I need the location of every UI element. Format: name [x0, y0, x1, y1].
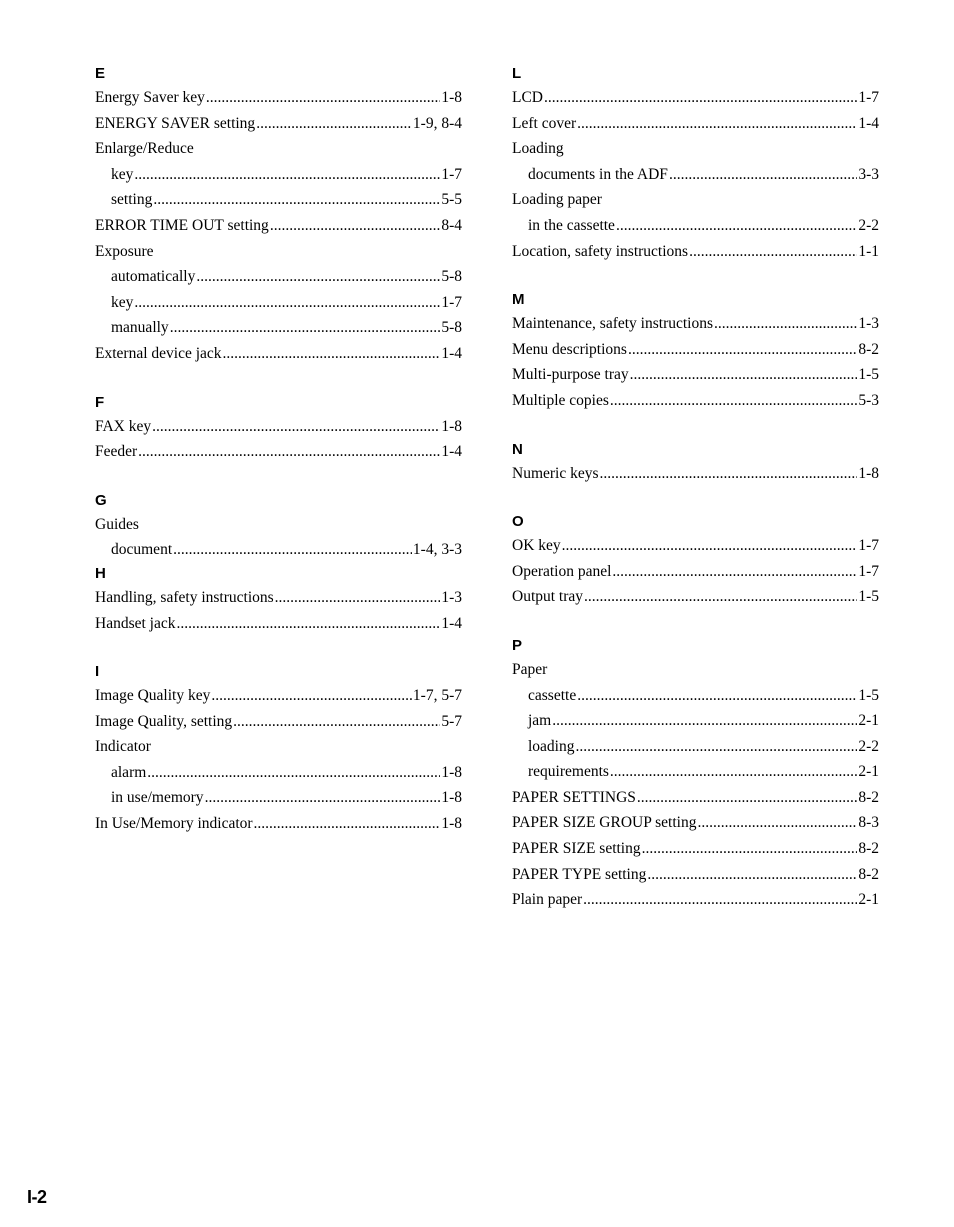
index-term: documents in the ADF: [528, 165, 668, 183]
section-letter: M: [512, 291, 525, 309]
index-section-n: [512, 439, 879, 487]
index-entry: [512, 887, 879, 913]
index-term: requirements: [528, 763, 609, 781]
index-page-ref: 1-1: [858, 242, 879, 260]
index-term: PAPER SIZE GROUP setting: [512, 814, 697, 832]
index-page-ref: 1-7: [858, 562, 879, 580]
index-section-l: [512, 63, 879, 264]
index-term: in use/memory: [111, 789, 204, 807]
index-page-ref: 2-2: [858, 216, 879, 234]
index-term: Energy Saver key: [95, 89, 205, 106]
index-entry: [512, 584, 879, 610]
section-letter: H: [95, 564, 106, 582]
index-subentry: [95, 315, 462, 341]
index-page-ref: 2-1: [858, 891, 879, 909]
index-term: OK key: [512, 537, 561, 555]
index-page-ref: 1-4: [441, 443, 462, 461]
index-term: manually: [111, 319, 169, 337]
section-letter: O: [512, 513, 524, 531]
index-section-e: [95, 63, 462, 367]
index-entry: [95, 414, 462, 440]
index-term: alarm: [111, 763, 147, 781]
section-letter: P: [512, 636, 523, 654]
index-page-ref: 1-8: [858, 464, 879, 482]
index-entry: [95, 341, 462, 367]
index-page-ref: 1-4: [441, 614, 462, 632]
index-entry: [512, 533, 879, 559]
index-entry: [512, 239, 879, 265]
index-term: Handset jack: [95, 614, 176, 632]
index-page-ref: 1-7: [858, 537, 879, 555]
index-subentry: [95, 264, 462, 290]
index-page-ref: 5-8: [441, 319, 462, 337]
section-letter: N: [512, 440, 523, 458]
index-term: Loading paper: [512, 191, 602, 209]
index-entry: [95, 811, 462, 837]
index-page-ref: 5-7: [441, 712, 462, 730]
index-page-ref: 1-3: [858, 315, 879, 333]
index-entry: [512, 388, 879, 414]
index-page-ref: 2-1: [858, 712, 879, 730]
index-term: Operation panel: [512, 562, 612, 580]
index-entry: [95, 585, 462, 611]
index-page-ref: 1-8: [441, 815, 462, 833]
index-subentry: [512, 734, 879, 760]
index-term: Output tray: [512, 588, 584, 606]
index-page-ref: 1-5: [858, 686, 879, 704]
index-term: Multi-purpose tray: [512, 366, 629, 384]
index-term: Loading: [512, 140, 564, 158]
index-entry: [512, 559, 879, 585]
index-page-ref: 3-3: [858, 165, 879, 183]
index-page-ref: 8-2: [858, 340, 879, 358]
index-term: Paper: [512, 660, 548, 678]
index-term: cassette: [528, 686, 577, 704]
index-entry: [512, 836, 879, 862]
section-letter: I: [95, 663, 100, 681]
index-term: Plain paper: [512, 891, 583, 909]
index-subentry: [512, 708, 879, 734]
index-subentry: [95, 290, 462, 316]
index-page-ref: 8-4: [441, 216, 462, 234]
index-subentry: [512, 162, 879, 188]
index-page-ref: 8-2: [858, 840, 879, 858]
index-subentry: [512, 683, 879, 709]
index-term: setting: [111, 191, 153, 209]
index-page-ref: 1-7: [441, 293, 462, 311]
index-term: Location, safety instructions: [512, 242, 689, 260]
index-entry: [95, 709, 462, 735]
index-term: ENERGY SAVER setting: [95, 114, 256, 132]
index-term: Indicator: [95, 738, 151, 756]
index-term: ERROR TIME OUT setting: [95, 216, 269, 234]
section-letter: F: [95, 393, 105, 411]
index-column-right: [512, 63, 879, 938]
index-subentry: [95, 187, 462, 213]
index-page-ref: 5-5: [441, 191, 462, 209]
index-page-ref: 5-8: [441, 268, 462, 286]
index-page-ref: 1-5: [858, 588, 879, 606]
index-term: PAPER SETTINGS: [512, 788, 636, 806]
index-entry: [512, 85, 879, 111]
index-entry: [95, 611, 462, 637]
index-page-ref: 1-5: [858, 366, 879, 384]
page-number: I-2: [27, 1187, 47, 1207]
index-subentry: [512, 759, 879, 785]
index-term: in the cassette: [528, 216, 615, 234]
index-heading-entry: [95, 239, 462, 265]
index-term: key: [111, 165, 134, 183]
index-entry: [512, 810, 879, 836]
index-page-ref: 1-7: [441, 165, 462, 183]
index-page-ref: 1-8: [441, 763, 462, 781]
index-heading-entry: [512, 136, 879, 162]
index-page-ref: 8-3: [858, 814, 879, 832]
index-entry: [95, 439, 462, 465]
index-entry: [512, 461, 879, 487]
index-term: PAPER TYPE setting: [512, 865, 647, 883]
section-letter: L: [512, 65, 522, 82]
index-section-f: [95, 392, 462, 465]
index-term: In Use/Memory indicator: [95, 815, 253, 833]
index-entry: [512, 785, 879, 811]
index-heading-entry: [95, 136, 462, 162]
index-section-i: [95, 661, 462, 837]
index-term: Handling, safety instructions: [95, 588, 274, 606]
index-entry: [95, 213, 462, 239]
index-subentry: [95, 162, 462, 188]
index-term: Image Quality, setting: [95, 712, 233, 730]
index-subentry: [95, 760, 462, 786]
index-page-ref: 1-8: [441, 789, 462, 807]
index-term: Enlarge/Reduce: [95, 140, 194, 158]
index-page-ref: 8-2: [858, 865, 879, 883]
index-entry: [95, 111, 462, 137]
index-heading-entry: [95, 734, 462, 760]
index-entry: [512, 362, 879, 388]
index-term: Image Quality key: [95, 687, 211, 705]
index-page-ref: 1-9, 8-4: [412, 114, 462, 132]
index-term: jam: [528, 712, 552, 730]
index-term: Maintenance, safety instructions: [512, 315, 714, 333]
index-section-g: [95, 490, 462, 563]
index-page-ref: 1-4: [441, 344, 462, 362]
index-subentry: [512, 213, 879, 239]
index-entry: [95, 85, 462, 111]
index-term: Menu descriptions: [512, 340, 627, 358]
section-letter: G: [95, 491, 107, 509]
index-term: automatically: [111, 268, 196, 286]
index-entry: [512, 111, 879, 137]
index-section-h: [95, 563, 462, 636]
index-column-left: [95, 63, 462, 862]
index-page-ref: 1-8: [441, 417, 462, 435]
index-subentry: [95, 785, 462, 811]
index-subentry: [95, 537, 462, 563]
index-term: External device jack: [95, 344, 222, 362]
index-term: document: [111, 541, 173, 559]
index-entry: [512, 311, 879, 337]
index-page-ref: 5-3: [858, 391, 879, 409]
index-section-p: [512, 635, 879, 913]
index-page-ref: 1-4, 3-3: [412, 541, 462, 559]
index-page-ref: 1-3: [441, 588, 462, 606]
index-term: Numeric keys: [512, 464, 599, 482]
index-term: key: [111, 293, 134, 311]
index-entry: [512, 337, 879, 363]
index-heading-entry: [512, 657, 879, 683]
index-page-ref: 1-8: [441, 89, 462, 106]
index-term: PAPER SIZE setting: [512, 840, 641, 858]
index-section-o: [512, 511, 879, 610]
index-page-ref: 2-1: [858, 763, 879, 781]
index-page-ref: 1-7: [858, 89, 879, 106]
index-entry: [95, 683, 462, 709]
index-heading-entry: [95, 512, 462, 538]
index-page-ref: 2-2: [858, 737, 879, 755]
index-page-ref: 8-2: [858, 788, 879, 806]
index-entry: [512, 862, 879, 888]
index-term: Feeder: [95, 443, 138, 461]
index-term: FAX key: [95, 417, 152, 435]
index-term: Left cover: [512, 114, 577, 132]
index-term: LCD: [512, 89, 543, 106]
index-page-ref: 1-7, 5-7: [412, 687, 462, 705]
index-heading-entry: [512, 187, 879, 213]
index-term: loading: [528, 737, 575, 755]
index-term: Guides: [95, 515, 139, 533]
index-term: Multiple copies: [512, 391, 609, 409]
index-page-ref: 1-4: [858, 114, 879, 132]
index-section-m: [512, 289, 879, 413]
section-letter: E: [95, 65, 106, 82]
index-term: Exposure: [95, 242, 154, 260]
